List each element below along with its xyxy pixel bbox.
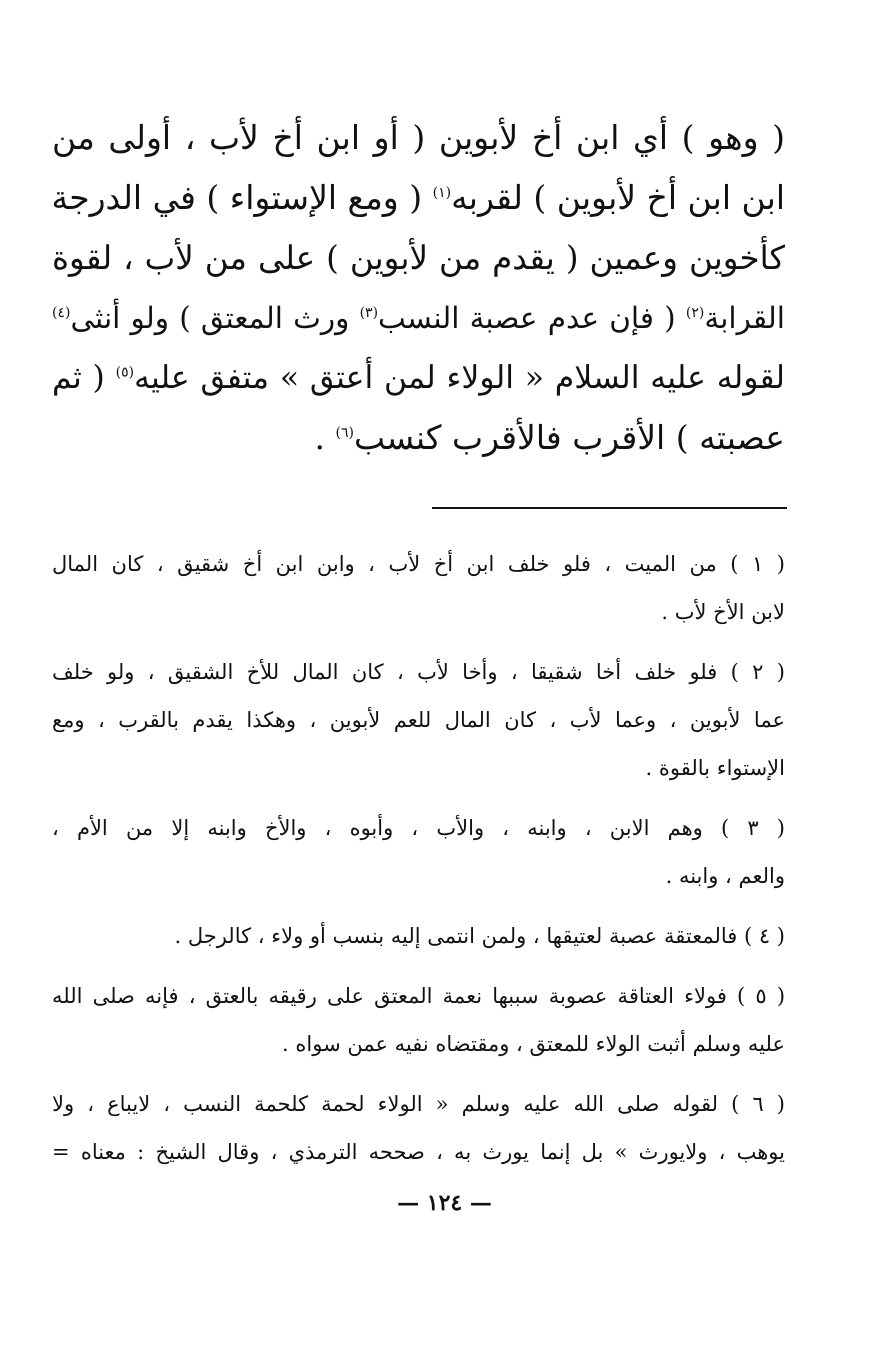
footnote-line: ( ٢ ) فلو خلف أخا شقيقا ، وأخا لأب ، كان المال للأخ الشقيق ، ولو خلف	[52, 660, 785, 684]
footnote-4	[52, 912, 785, 960]
main-text-segment: ( ثم	[52, 360, 105, 396]
footnotes	[52, 540, 785, 1188]
main-line-5	[52, 348, 785, 408]
main-line-4	[52, 288, 785, 348]
main-line-2	[52, 168, 785, 228]
footnote-line: يوهب ، ولايورث » بل إنما يورث به ، صححه الترمذي ، وقال الشيخ : معناه =	[52, 1140, 785, 1164]
footnote-6	[52, 1080, 785, 1176]
footnote-ref-2: (٢)	[685, 305, 705, 322]
main-text-segment: ( ومع الإستواء ) في الدرجة	[51, 178, 423, 217]
main-text-segment: القرابة	[704, 301, 785, 335]
footnote-5	[52, 972, 785, 1068]
footnote-line: الإستواء بالقوة .	[645, 756, 785, 780]
main-text-segment: ابن ابن أخ لأبوين ) لقربه	[451, 178, 785, 217]
main-line-3: كأخوين وعمين ( يقدم من لأبوين ) على من لأب ، لقوة	[52, 239, 785, 277]
footnote-ref-1: (١)	[432, 185, 452, 201]
footnote-2	[52, 648, 785, 792]
main-line-6	[52, 408, 785, 468]
footnote-ref-4: (٤)	[52, 305, 71, 322]
footnote-ref-3: (٣)	[359, 305, 379, 322]
footnote-1	[52, 540, 785, 636]
main-text-segment: ورث المعتق ) ولو أنثى	[70, 301, 350, 335]
footnote-line: عليه وسلم أثبت الولاء للمعتق ، ومقتضاه نفيه عمن سواه .	[282, 1032, 785, 1056]
page-number: — ١٢٤ —	[397, 1190, 492, 1216]
footnote-3	[52, 804, 785, 900]
main-text-segment: ( فإن عدم عصبة النسب	[378, 301, 676, 335]
main-text-segment: عصبته ) الأقرب فالأقرب كنسب	[354, 418, 785, 457]
footnote-line: ( ٤ ) فالمعتقة عصبة لعتيقها ، ولمن انتمى إليه بنسب أو ولاء ، كالرجل .	[174, 924, 785, 948]
main-text-segment: لقوله عليه السلام « الولاء لمن أعتق » متفق عليه	[134, 360, 785, 396]
footnote-divider	[432, 507, 787, 509]
main-text	[52, 108, 785, 468]
footnote-line: والعم ، وابنه .	[665, 864, 785, 888]
footnote-line: عما لأبوين ، وعما لأب ، كان المال للعم لأبوين ، وهكذا يقدم بالقرب ، ومع	[52, 708, 785, 732]
main-text-segment: .	[314, 418, 336, 457]
footnote-line: ( ١ ) من الميت ، فلو خلف ابن أخ لأب ، وابن ابن أخ شقيق ، كان المال	[52, 552, 785, 576]
footnote-ref-6: (٦)	[335, 425, 354, 441]
main-line-1: ( وهو ) أي ابن أخ لأبوين ( أو ابن أخ لأب ، أولى من	[52, 118, 785, 157]
footnote-line: ( ٦ ) لقوله صلى الله عليه وسلم « الولاء لحمة كلحمة النسب ، لايباع ، ولا	[52, 1092, 785, 1116]
footnote-ref-5: (٥)	[115, 364, 135, 381]
footnote-line: ( ٥ ) فولاء العتاقة عصوبة سببها نعمة المعتق على رقيقه بالعتق ، فإنه صلى الله	[52, 984, 786, 1008]
footnote-line: ( ٣ ) وهم الابن ، وابنه ، والأب ، وأبوه ، والأخ وابنه إلا من الأم ،	[52, 816, 785, 840]
footnote-line: لابن الأخ لأب .	[661, 600, 785, 624]
